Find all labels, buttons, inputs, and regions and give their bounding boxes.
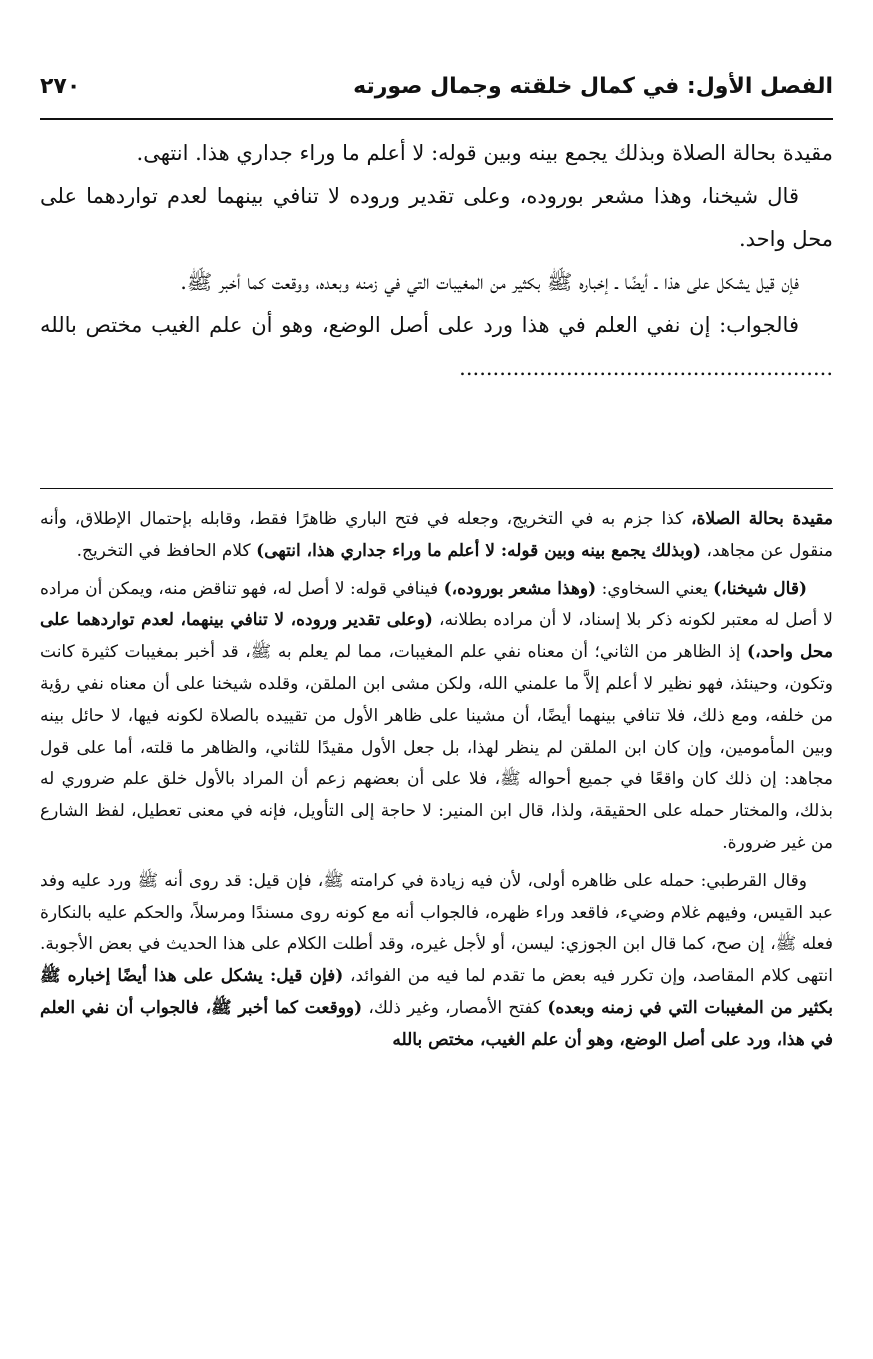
commentary-paragraph (40, 574, 833, 860)
main-paragraph: قال شيخنا، وهذا مشعر بوروده، وعلى تقدير وروده لا تنافي بينهما لعدم تواردهما على محل واحد. (40, 184, 833, 251)
commentary-text: فينافي قوله: لا أصل له، فهو تناقض منه، ويمكن أن مراده لا أصل له معتبر لكونه ذكر بلا إسناد، لا أن مراده بطلانه، (40, 578, 833, 631)
main-paragraph-text: فالجواب: إن نفي العلم في هذا ورد على أصل الوضع، وهو أن علم الغيب مختص بالله (40, 313, 799, 337)
main-paragraph: فإن قيل يشكل على هذا ـ أيضًا ـ إخباره ﷺ بكثير من المغيبات التي في زمنه وبعده، ووقعت كما أخبر ﷺ. (180, 270, 799, 294)
commentary-text: كذا جزم به في التخريج، وجعله في فتح الباري ظاهرًا فقط، وقابله بإحتمال الإطلاق، وأنه منقول عن مجاهد، (40, 509, 833, 561)
quoted-phrase: (ووقعت كما أخبر ﷺ، فالجواب أن نفي العلم في هذا، ورد على أصل الوضع، وهو أن علم الغيب، مختص بالله (40, 997, 833, 1050)
commentary-paragraph (40, 504, 833, 568)
commentary-text: إذ الظاهر من الثاني؛ أن معناه نفي علم المغيبات، مما لم يعلم به ﷺ، قد أخبر بمغيبات كثيرة كانت وتكون، وحينئذ، فهو نظير لا أعلم إلاَّ ما علمني الله، ولكن مشى ابن الملقن، وقلده شيخنا على أن معناه نفي رؤية من خلفه، ومع ذلك، فلا تنافي بينهما أيضًا، أن مشينا على ظاهر الأول من تقييده بالصلاة لكونه فيها، لا حائل بينه وبين المأمومين، وإن كان ابن الملقن لم ينظر لهذا، بل جعل الأول مقيدًا للثاني، والظاهر ما قلته، أما على قول مجاهد: إن ذلك كان واقعًا في جميع أحواله ﷺ، فلا على أن بعضهم زعم أن المراد بالأول خلق علم ضروري له بذلك، والمختار حمله على الحقيقة، ولذا، قال ابن المنير: لا حاجة إلى التأويل، فإنه في معنى تعطيل، لفظ الشارع من غير ضرورة. (40, 642, 833, 853)
main-paragraph (40, 304, 833, 390)
quoted-phrase: مقيدة بحالة الصلاة، (691, 509, 833, 529)
main-text (40, 132, 833, 390)
chapter-title: الفصل الأول: في كمال خلقته وجمال صورته (353, 73, 833, 99)
quoted-phrase: (وعلى تقدير وروده، لا تنافي بينهما، لعدم تواردهما على محل واحد،) (40, 610, 833, 663)
page-header (40, 62, 833, 110)
main-paragraph: مقيدة بحالة الصلاة وبذلك يجمع بينه وبين قوله: لا أعلم ما وراء جداري هذا. انتهى. (136, 141, 833, 165)
commentary-paragraph (40, 866, 833, 1057)
header-rule (40, 118, 833, 120)
commentary-text: كلام الحافظ في التخريج. (76, 540, 257, 561)
footnote-divider (40, 488, 833, 489)
continuation-dots: ........................................................ (459, 356, 833, 380)
commentary-text: كفتح الأمصار، وغير ذلك، (362, 997, 548, 1018)
page-number: ٢٧٠ (40, 73, 81, 99)
quoted-phrase: (فإن قيل: يشكل على هذا أيضًا إخباره ﷺ بكثير من المغيبات التي في زمنه وبعده) (40, 966, 833, 1018)
commentary-text: يعني السخاوي: (596, 578, 714, 599)
commentary-text: وقال القرطبي: حمله على ظاهره أولى، لأن فيه زيادة في كرامته ﷺ، فإن قيل: قد روى أنه ﷺ ورد عليه وفد عبد القيس، وفيهم غلام وضيء، فاقعد وراء ظهره، فالجواب أنه مع كونه روى مسندًا ومرسلاً، والحكم عليه بالنكارة فعله ﷺ، إن صح، كما قال ابن الجوزي: ليسن، أو لأجل غيره، وقد أطلت الكلام على هذا الحديث في بعض الأجوبة. انتهى كلام المقاصد، وإن تكرر فيه بعض ما تقدم لما فيه من الفوائد، (40, 870, 833, 987)
quoted-phrase: (وهذا مشعر بوروده،) (443, 578, 597, 599)
commentary (40, 504, 833, 1063)
quoted-phrase: (وبذلك يجمع بينه وبين قوله: لا أعلم ما وراء جداري هذا، انتهى) (256, 540, 702, 561)
quoted-phrase: (قال شيخنا،) (713, 578, 808, 599)
